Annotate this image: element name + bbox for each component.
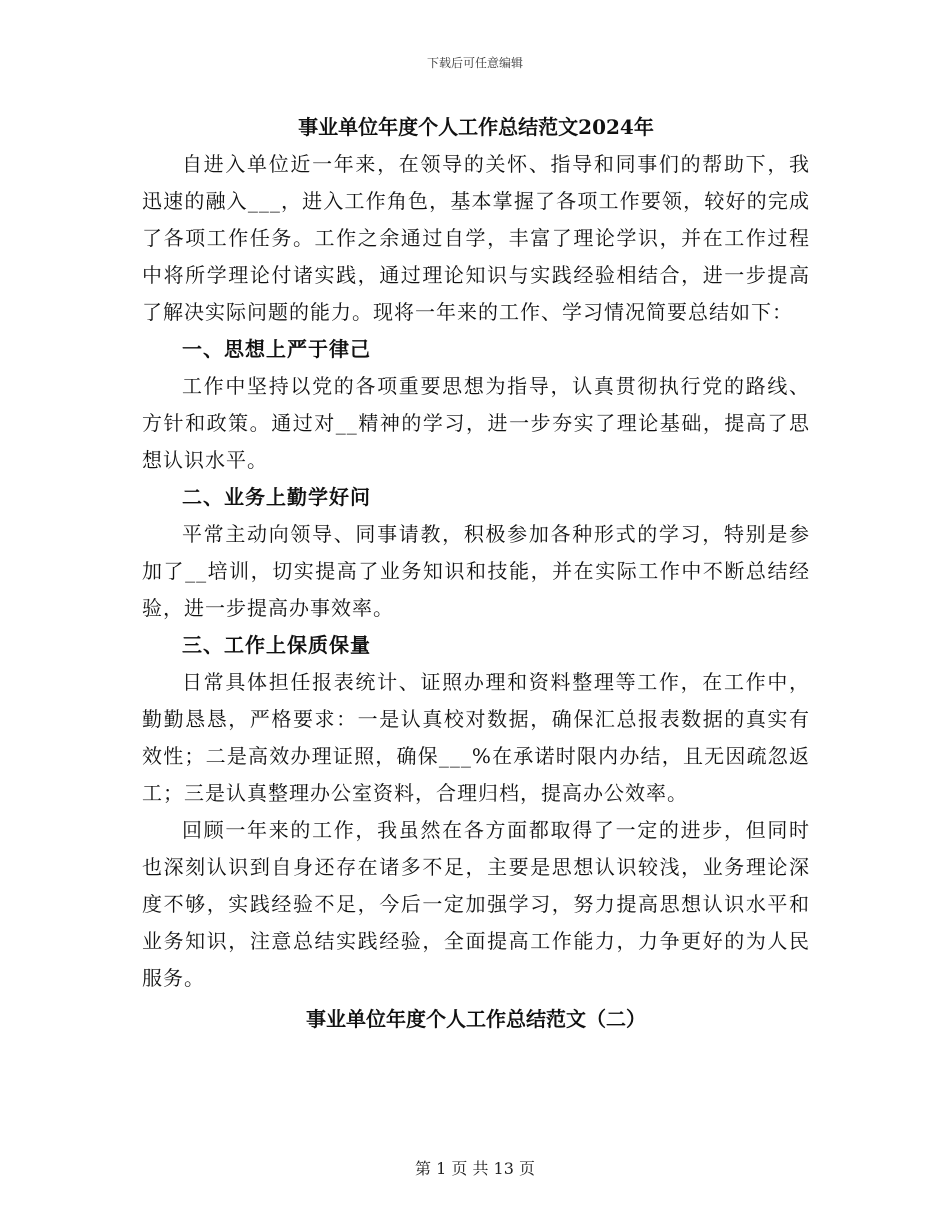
section-paragraph-2: 平常主动向领导、同事请教，积极参加各种形式的学习，特别是参加了__培训，切实提高了业务知识和技能，并在实际工作中不断总结经验，进一步提高办事效率。 — [142, 522, 810, 620]
header-note: 下载后可任意编辑 — [426, 56, 523, 70]
section-heading-2: 二、业务上勤学好问 — [182, 485, 371, 509]
page-number-footer: 第 1 页 共 13 页 — [415, 1159, 535, 1178]
section-heading-3: 三、工作上保质保量 — [182, 633, 371, 657]
document-body — [142, 110, 810, 1038]
section-paragraph-1: 工作中坚持以党的各项重要思想为指导，认真贯彻执行党的路线、方针和政策。通过对__精神的学习，进一步夯实了理论基础，提高了思想认识水平。 — [142, 374, 810, 472]
section-heading-1: 一、思想上严于律己 — [182, 337, 371, 361]
second-document-title: 事业单位年度个人工作总结范文（二） — [306, 1007, 646, 1031]
intro-paragraph: 自进入单位近一年来，在领导的关怀、指导和同事们的帮助下，我迅速的融入___，进入工作角色，基本掌握了各项工作要领，较好的完成了各项工作任务。工作之余通过自学，丰富了理论学识，并在工作过程中将所学理论付诸实践，通过理论知识与实践经验相结合，进一步提高了解决实际问题的能力。现将一年来的工作、学习情况简要总结如下： — [142, 152, 810, 324]
document-title: 事业单位年度个人工作总结范文2024年 — [298, 115, 654, 139]
conclusion-paragraph: 回顾一年来的工作，我虽然在各方面都取得了一定的进步，但同时也深刻认识到自身还存在诸多不足，主要是思想认识较浅，业务理论深度不够，实践经验不足，今后一定加强学习，努力提高思想认识水平和业务知识，注意总结实践经验，全面提高工作能力，力争更好的为人民服务。 — [142, 818, 810, 990]
section-paragraph-3: 日常具体担任报表统计、证照办理和资料整理等工作，在工作中，勤勤恳恳，严格要求：一是认真校对数据，确保汇总报表数据的真实有效性；二是高效办理证照，确保___%在承诺时限内办结，且无因疏忽返工；三是认真整理办公室资料，合理归档，提高办公效率。 — [142, 670, 810, 805]
